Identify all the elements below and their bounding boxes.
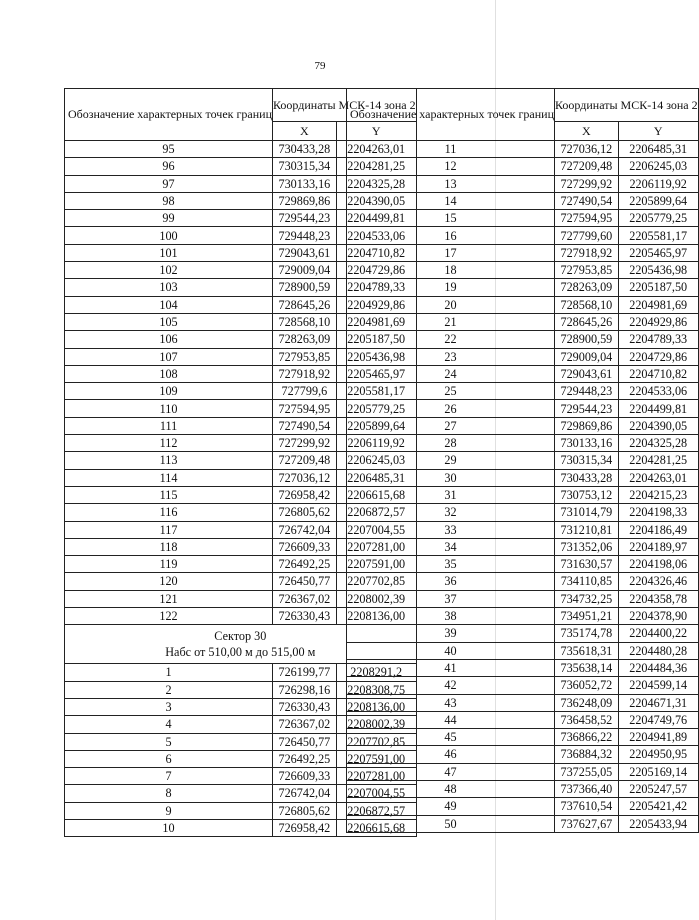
coord-x: 727299,92 — [555, 175, 619, 192]
point-number: 121 — [65, 590, 273, 607]
coord-x: 726492,25 — [273, 750, 337, 767]
table-row — [347, 815, 699, 832]
coord-y: 2204325,28 — [618, 435, 698, 452]
coord-x: 729544,23 — [273, 210, 337, 227]
coord-y: 2204325,28 — [336, 175, 416, 192]
coord-x: 727209,48 — [273, 452, 337, 469]
point-number: 33 — [347, 521, 555, 538]
coord-x: 727918,92 — [273, 365, 337, 382]
table-row — [347, 763, 699, 780]
point-number: 37 — [347, 590, 555, 607]
point-number: 42 — [347, 677, 555, 694]
point-number: 27 — [347, 417, 555, 434]
coord-x: 737255,05 — [555, 763, 619, 780]
point-number: 14 — [347, 192, 555, 209]
coord-x: 730133,16 — [273, 175, 337, 192]
coord-y: 2204400,22 — [618, 625, 698, 642]
coord-y: 2204281,25 — [336, 158, 416, 175]
coord-y: 2206245,03 — [336, 452, 416, 469]
point-number: 35 — [347, 556, 555, 573]
table-row — [347, 573, 699, 590]
coord-y: 2204789,33 — [336, 279, 416, 296]
header-x: X — [273, 122, 337, 141]
coord-y: 2204263,01 — [618, 469, 698, 486]
point-number: 45 — [347, 729, 555, 746]
coord-x: 727036,12 — [555, 141, 619, 158]
coord-x: 727953,85 — [273, 348, 337, 365]
coord-x: 736458,52 — [555, 711, 619, 728]
table-row — [347, 504, 699, 521]
point-number: 105 — [65, 313, 273, 330]
point-number: 102 — [65, 262, 273, 279]
table-row — [347, 694, 699, 711]
coord-y: 2205581,17 — [618, 227, 698, 244]
coord-x: 727299,92 — [273, 435, 337, 452]
coord-y: 2204484,36 — [618, 659, 698, 676]
point-number: 32 — [347, 504, 555, 521]
point-number: 28 — [347, 435, 555, 452]
coord-x: 729544,23 — [555, 400, 619, 417]
coord-x: 727594,95 — [555, 210, 619, 227]
coord-y: 2204390,05 — [618, 417, 698, 434]
coord-y: 2204358,78 — [618, 590, 698, 607]
point-number: 118 — [65, 538, 273, 555]
point-number: 10 — [65, 819, 273, 836]
coord-x: 727209,48 — [555, 158, 619, 175]
table-row — [347, 244, 699, 261]
point-number: 7 — [65, 768, 273, 785]
coord-y: 2205779,25 — [336, 400, 416, 417]
coord-y: 2204710,82 — [618, 365, 698, 382]
point-number: 22 — [347, 331, 555, 348]
point-number: 6 — [65, 750, 273, 767]
coord-y: 2206872,57 — [336, 802, 416, 819]
point-number: 24 — [347, 365, 555, 382]
coord-x: 728900,59 — [273, 279, 337, 296]
coord-y: 2204499,81 — [618, 400, 698, 417]
coord-y: 2205779,25 — [618, 210, 698, 227]
point-number: 98 — [65, 192, 273, 209]
table-row — [347, 452, 699, 469]
point-number: 34 — [347, 538, 555, 555]
header-coordinates: Координаты МСК-14 зона 2 — [555, 89, 699, 122]
point-number: 50 — [347, 815, 555, 832]
point-number: 31 — [347, 486, 555, 503]
point-number: 20 — [347, 296, 555, 313]
table-row — [347, 383, 699, 400]
coord-y: 2204599,14 — [618, 677, 698, 694]
point-number: 116 — [65, 504, 273, 521]
coord-x: 726330,43 — [273, 608, 337, 625]
coord-y: 2204281,25 — [618, 452, 698, 469]
coord-y: 2204929,86 — [336, 296, 416, 313]
header-designation: Обозначение характерных точек границ — [347, 89, 555, 141]
coord-x: 726609,33 — [273, 768, 337, 785]
coord-y: 2204710,82 — [336, 244, 416, 261]
coord-x: 726330,43 — [273, 698, 337, 715]
coord-x: 727490,54 — [273, 417, 337, 434]
table-row — [347, 227, 699, 244]
coord-x: 726805,62 — [273, 802, 337, 819]
header-designation: Обозначение характерных точек границ — [65, 89, 273, 141]
coord-y: 2205436,98 — [618, 262, 698, 279]
header-y: Y — [336, 122, 416, 141]
point-number: 16 — [347, 227, 555, 244]
table-row — [347, 210, 699, 227]
coord-x: 730433,28 — [273, 141, 337, 158]
point-number: 36 — [347, 573, 555, 590]
page-number: 79 — [314, 60, 326, 72]
coord-y: 2204671,31 — [618, 694, 698, 711]
coord-y: 2205436,98 — [336, 348, 416, 365]
table-row — [347, 192, 699, 209]
coord-x: 728900,59 — [555, 331, 619, 348]
table-row — [347, 348, 699, 365]
coord-x: 729043,61 — [273, 244, 337, 261]
point-number: 23 — [347, 348, 555, 365]
coord-x: 736052,72 — [555, 677, 619, 694]
coord-y: 2205247,57 — [618, 780, 698, 797]
table-row — [347, 642, 699, 659]
coord-x: 726199,77 — [273, 664, 337, 681]
coord-x: 734951,21 — [555, 608, 619, 625]
coord-x: 737366,40 — [555, 780, 619, 797]
coord-x: 736884,32 — [555, 746, 619, 763]
table-row — [347, 625, 699, 642]
coord-y: 2205899,64 — [336, 417, 416, 434]
coord-x: 726367,02 — [273, 590, 337, 607]
point-number: 117 — [65, 521, 273, 538]
table-row — [347, 486, 699, 503]
coord-x: 726450,77 — [273, 733, 337, 750]
coord-x: 731630,57 — [555, 556, 619, 573]
point-number: 109 — [65, 383, 273, 400]
coord-x: 731210,81 — [555, 521, 619, 538]
coord-y: 2204729,86 — [618, 348, 698, 365]
table-row — [347, 556, 699, 573]
point-number: 44 — [347, 711, 555, 728]
coord-x: 728568,10 — [555, 296, 619, 313]
coord-y: 2206872,57 — [336, 504, 416, 521]
coord-x: 727594,95 — [273, 400, 337, 417]
point-number: 25 — [347, 383, 555, 400]
table-row — [347, 780, 699, 797]
table-row — [347, 677, 699, 694]
coord-y: 2204950,95 — [618, 746, 698, 763]
coord-y: 2205899,64 — [618, 192, 698, 209]
coord-y: 2205581,17 — [336, 383, 416, 400]
point-number: 106 — [65, 331, 273, 348]
coord-x: 729009,04 — [273, 262, 337, 279]
point-number: 29 — [347, 452, 555, 469]
header-x: X — [555, 122, 619, 141]
point-number: 9 — [65, 802, 273, 819]
coord-y: 2208308,75 — [336, 681, 416, 698]
coord-x: 731014,79 — [555, 504, 619, 521]
point-number: 47 — [347, 763, 555, 780]
coord-y: 2207004,55 — [336, 521, 416, 538]
table-row — [347, 262, 699, 279]
point-number: 4 — [65, 716, 273, 733]
coord-x: 729448,23 — [273, 227, 337, 244]
point-number: 13 — [347, 175, 555, 192]
coord-x: 735174,78 — [555, 625, 619, 642]
table-row — [347, 590, 699, 607]
coord-x: 726805,62 — [273, 504, 337, 521]
coord-x: 735618,31 — [555, 642, 619, 659]
coord-x: 729043,61 — [555, 365, 619, 382]
coord-x: 726367,02 — [273, 716, 337, 733]
coord-x: 728263,09 — [273, 331, 337, 348]
point-number: 111 — [65, 417, 273, 434]
coord-y: 2208291,2 — [336, 664, 416, 681]
coord-y: 2206119,92 — [618, 175, 698, 192]
point-number: 41 — [347, 659, 555, 676]
coord-y: 2206615,68 — [336, 819, 416, 836]
table-row — [347, 435, 699, 452]
coord-y: 2207702,85 — [336, 573, 416, 590]
coord-y: 2206245,03 — [618, 158, 698, 175]
table-row — [347, 746, 699, 763]
point-number: 18 — [347, 262, 555, 279]
point-number: 107 — [65, 348, 273, 365]
point-number: 38 — [347, 608, 555, 625]
point-number: 104 — [65, 296, 273, 313]
point-number: 21 — [347, 313, 555, 330]
sector-subtitle: Набс от 510,00 м до 515,00 м — [165, 645, 316, 660]
table-row — [347, 158, 699, 175]
table-row — [347, 798, 699, 815]
coord-y: 2208002,39 — [336, 590, 416, 607]
coord-y: 2207702,85 — [336, 733, 416, 750]
coord-y: 2204533,06 — [336, 227, 416, 244]
point-number: 30 — [347, 469, 555, 486]
coord-x: 726742,04 — [273, 785, 337, 802]
point-number: 2 — [65, 681, 273, 698]
coord-x: 735638,14 — [555, 659, 619, 676]
table-row — [347, 313, 699, 330]
point-number: 96 — [65, 158, 273, 175]
table-row — [347, 521, 699, 538]
coord-x: 728568,10 — [273, 313, 337, 330]
coord-x: 727953,85 — [555, 262, 619, 279]
point-number: 11 — [347, 141, 555, 158]
point-number: 119 — [65, 556, 273, 573]
table-row — [347, 279, 699, 296]
point-number: 43 — [347, 694, 555, 711]
coord-x: 728645,26 — [555, 313, 619, 330]
coord-y: 2204981,69 — [336, 313, 416, 330]
point-number: 100 — [65, 227, 273, 244]
coord-x: 727036,12 — [273, 469, 337, 486]
table-row — [347, 659, 699, 676]
coord-y: 2204189,97 — [618, 538, 698, 555]
table-row — [347, 608, 699, 625]
table-row — [347, 417, 699, 434]
point-number: 122 — [65, 608, 273, 625]
coord-x: 727918,92 — [555, 244, 619, 261]
coord-y: 2204929,86 — [618, 313, 698, 330]
coord-x: 730315,34 — [555, 452, 619, 469]
coord-y: 2204263,01 — [336, 141, 416, 158]
coord-y: 2204480,28 — [618, 642, 698, 659]
point-number: 26 — [347, 400, 555, 417]
coordinates-table-right — [346, 88, 699, 833]
coord-y: 2204186,49 — [618, 521, 698, 538]
coord-y: 2204941,89 — [618, 729, 698, 746]
coord-x: 729869,86 — [273, 192, 337, 209]
table-row — [347, 141, 699, 158]
coord-x: 736248,09 — [555, 694, 619, 711]
point-number: 15 — [347, 210, 555, 227]
point-number: 48 — [347, 780, 555, 797]
point-number: 1 — [65, 664, 273, 681]
point-number: 17 — [347, 244, 555, 261]
point-number: 115 — [65, 486, 273, 503]
coord-x: 726298,16 — [273, 681, 337, 698]
table-row — [347, 400, 699, 417]
coord-x: 729869,86 — [555, 417, 619, 434]
coord-y: 2207004,55 — [336, 785, 416, 802]
coord-y: 2206615,68 — [336, 486, 416, 503]
coord-y: 2206485,31 — [618, 141, 698, 158]
point-number: 114 — [65, 469, 273, 486]
coord-y: 2204215,23 — [618, 486, 698, 503]
coord-x: 729009,04 — [555, 348, 619, 365]
coord-y: 2205421,42 — [618, 798, 698, 815]
scan-artifact-line — [495, 0, 496, 920]
coord-y: 2206485,31 — [336, 469, 416, 486]
point-number: 112 — [65, 435, 273, 452]
coord-y: 2204729,86 — [336, 262, 416, 279]
coord-y: 2207591,00 — [336, 556, 416, 573]
table-row — [347, 538, 699, 555]
coord-x: 728263,09 — [555, 279, 619, 296]
coord-y: 2204378,90 — [618, 608, 698, 625]
point-number: 12 — [347, 158, 555, 175]
point-number: 101 — [65, 244, 273, 261]
point-number: 40 — [347, 642, 555, 659]
header-coordinates: Координаты МСК-14 зона 2 — [273, 89, 417, 122]
sector-title: Сектор 30 — [214, 629, 267, 644]
point-number: 120 — [65, 573, 273, 590]
coord-x: 731352,06 — [555, 538, 619, 555]
coord-x: 726609,33 — [273, 538, 337, 555]
coord-x: 727799,6 — [273, 383, 337, 400]
coord-y: 2208136,00 — [336, 698, 416, 715]
coord-y: 2204198,33 — [618, 504, 698, 521]
coord-y: 2204749,76 — [618, 711, 698, 728]
point-number: 5 — [65, 733, 273, 750]
point-number: 110 — [65, 400, 273, 417]
coord-x: 736866,22 — [555, 729, 619, 746]
coord-y: 2206119,92 — [336, 435, 416, 452]
coord-y: 2204390,05 — [336, 192, 416, 209]
coord-y: 2204981,69 — [618, 296, 698, 313]
coord-y: 2205465,97 — [336, 365, 416, 382]
coord-x: 728645,26 — [273, 296, 337, 313]
coord-y: 2207281,00 — [336, 768, 416, 785]
point-number: 3 — [65, 698, 273, 715]
coord-x: 726958,42 — [273, 486, 337, 503]
table-row — [347, 175, 699, 192]
coord-y: 2208136,00 — [336, 608, 416, 625]
point-number: 97 — [65, 175, 273, 192]
coord-y: 2204326,46 — [618, 573, 698, 590]
coord-x: 730133,16 — [555, 435, 619, 452]
coord-x: 730433,28 — [555, 469, 619, 486]
table-row — [347, 711, 699, 728]
point-number: 99 — [65, 210, 273, 227]
point-number: 46 — [347, 746, 555, 763]
coord-x: 730315,34 — [273, 158, 337, 175]
coord-y: 2205433,94 — [618, 815, 698, 832]
coord-x: 734732,25 — [555, 590, 619, 607]
coord-x: 737627,67 — [555, 815, 619, 832]
coord-x: 737610,54 — [555, 798, 619, 815]
table-row — [347, 469, 699, 486]
header-y: Y — [618, 122, 698, 141]
point-number: 8 — [65, 785, 273, 802]
table-row — [347, 331, 699, 348]
table-row — [347, 365, 699, 382]
coord-y: 2208002,39 — [336, 716, 416, 733]
coord-y: 2205187,50 — [336, 331, 416, 348]
point-number: 49 — [347, 798, 555, 815]
coord-x: 726958,42 — [273, 819, 337, 836]
coord-x: 727799,60 — [555, 227, 619, 244]
coord-y: 2204198,06 — [618, 556, 698, 573]
point-number: 39 — [347, 625, 555, 642]
coord-y: 2204499,81 — [336, 210, 416, 227]
point-number: 19 — [347, 279, 555, 296]
coord-y: 2204533,06 — [618, 383, 698, 400]
coord-x: 730753,12 — [555, 486, 619, 503]
coord-y: 2204789,33 — [618, 331, 698, 348]
coord-y: 2205169,14 — [618, 763, 698, 780]
point-number: 113 — [65, 452, 273, 469]
coord-x: 734110,85 — [555, 573, 619, 590]
coord-x: 726492,25 — [273, 556, 337, 573]
point-number: 108 — [65, 365, 273, 382]
coord-y: 2207281,00 — [336, 538, 416, 555]
coord-y: 2207591,00 — [336, 750, 416, 767]
coord-x: 727490,54 — [555, 192, 619, 209]
table-row — [347, 296, 699, 313]
coord-x: 729448,23 — [555, 383, 619, 400]
coord-y: 2205465,97 — [618, 244, 698, 261]
table-row — [347, 729, 699, 746]
coord-x: 726742,04 — [273, 521, 337, 538]
coord-y: 2205187,50 — [618, 279, 698, 296]
point-number: 103 — [65, 279, 273, 296]
coord-x: 726450,77 — [273, 573, 337, 590]
right-rows — [347, 141, 699, 833]
point-number: 95 — [65, 141, 273, 158]
